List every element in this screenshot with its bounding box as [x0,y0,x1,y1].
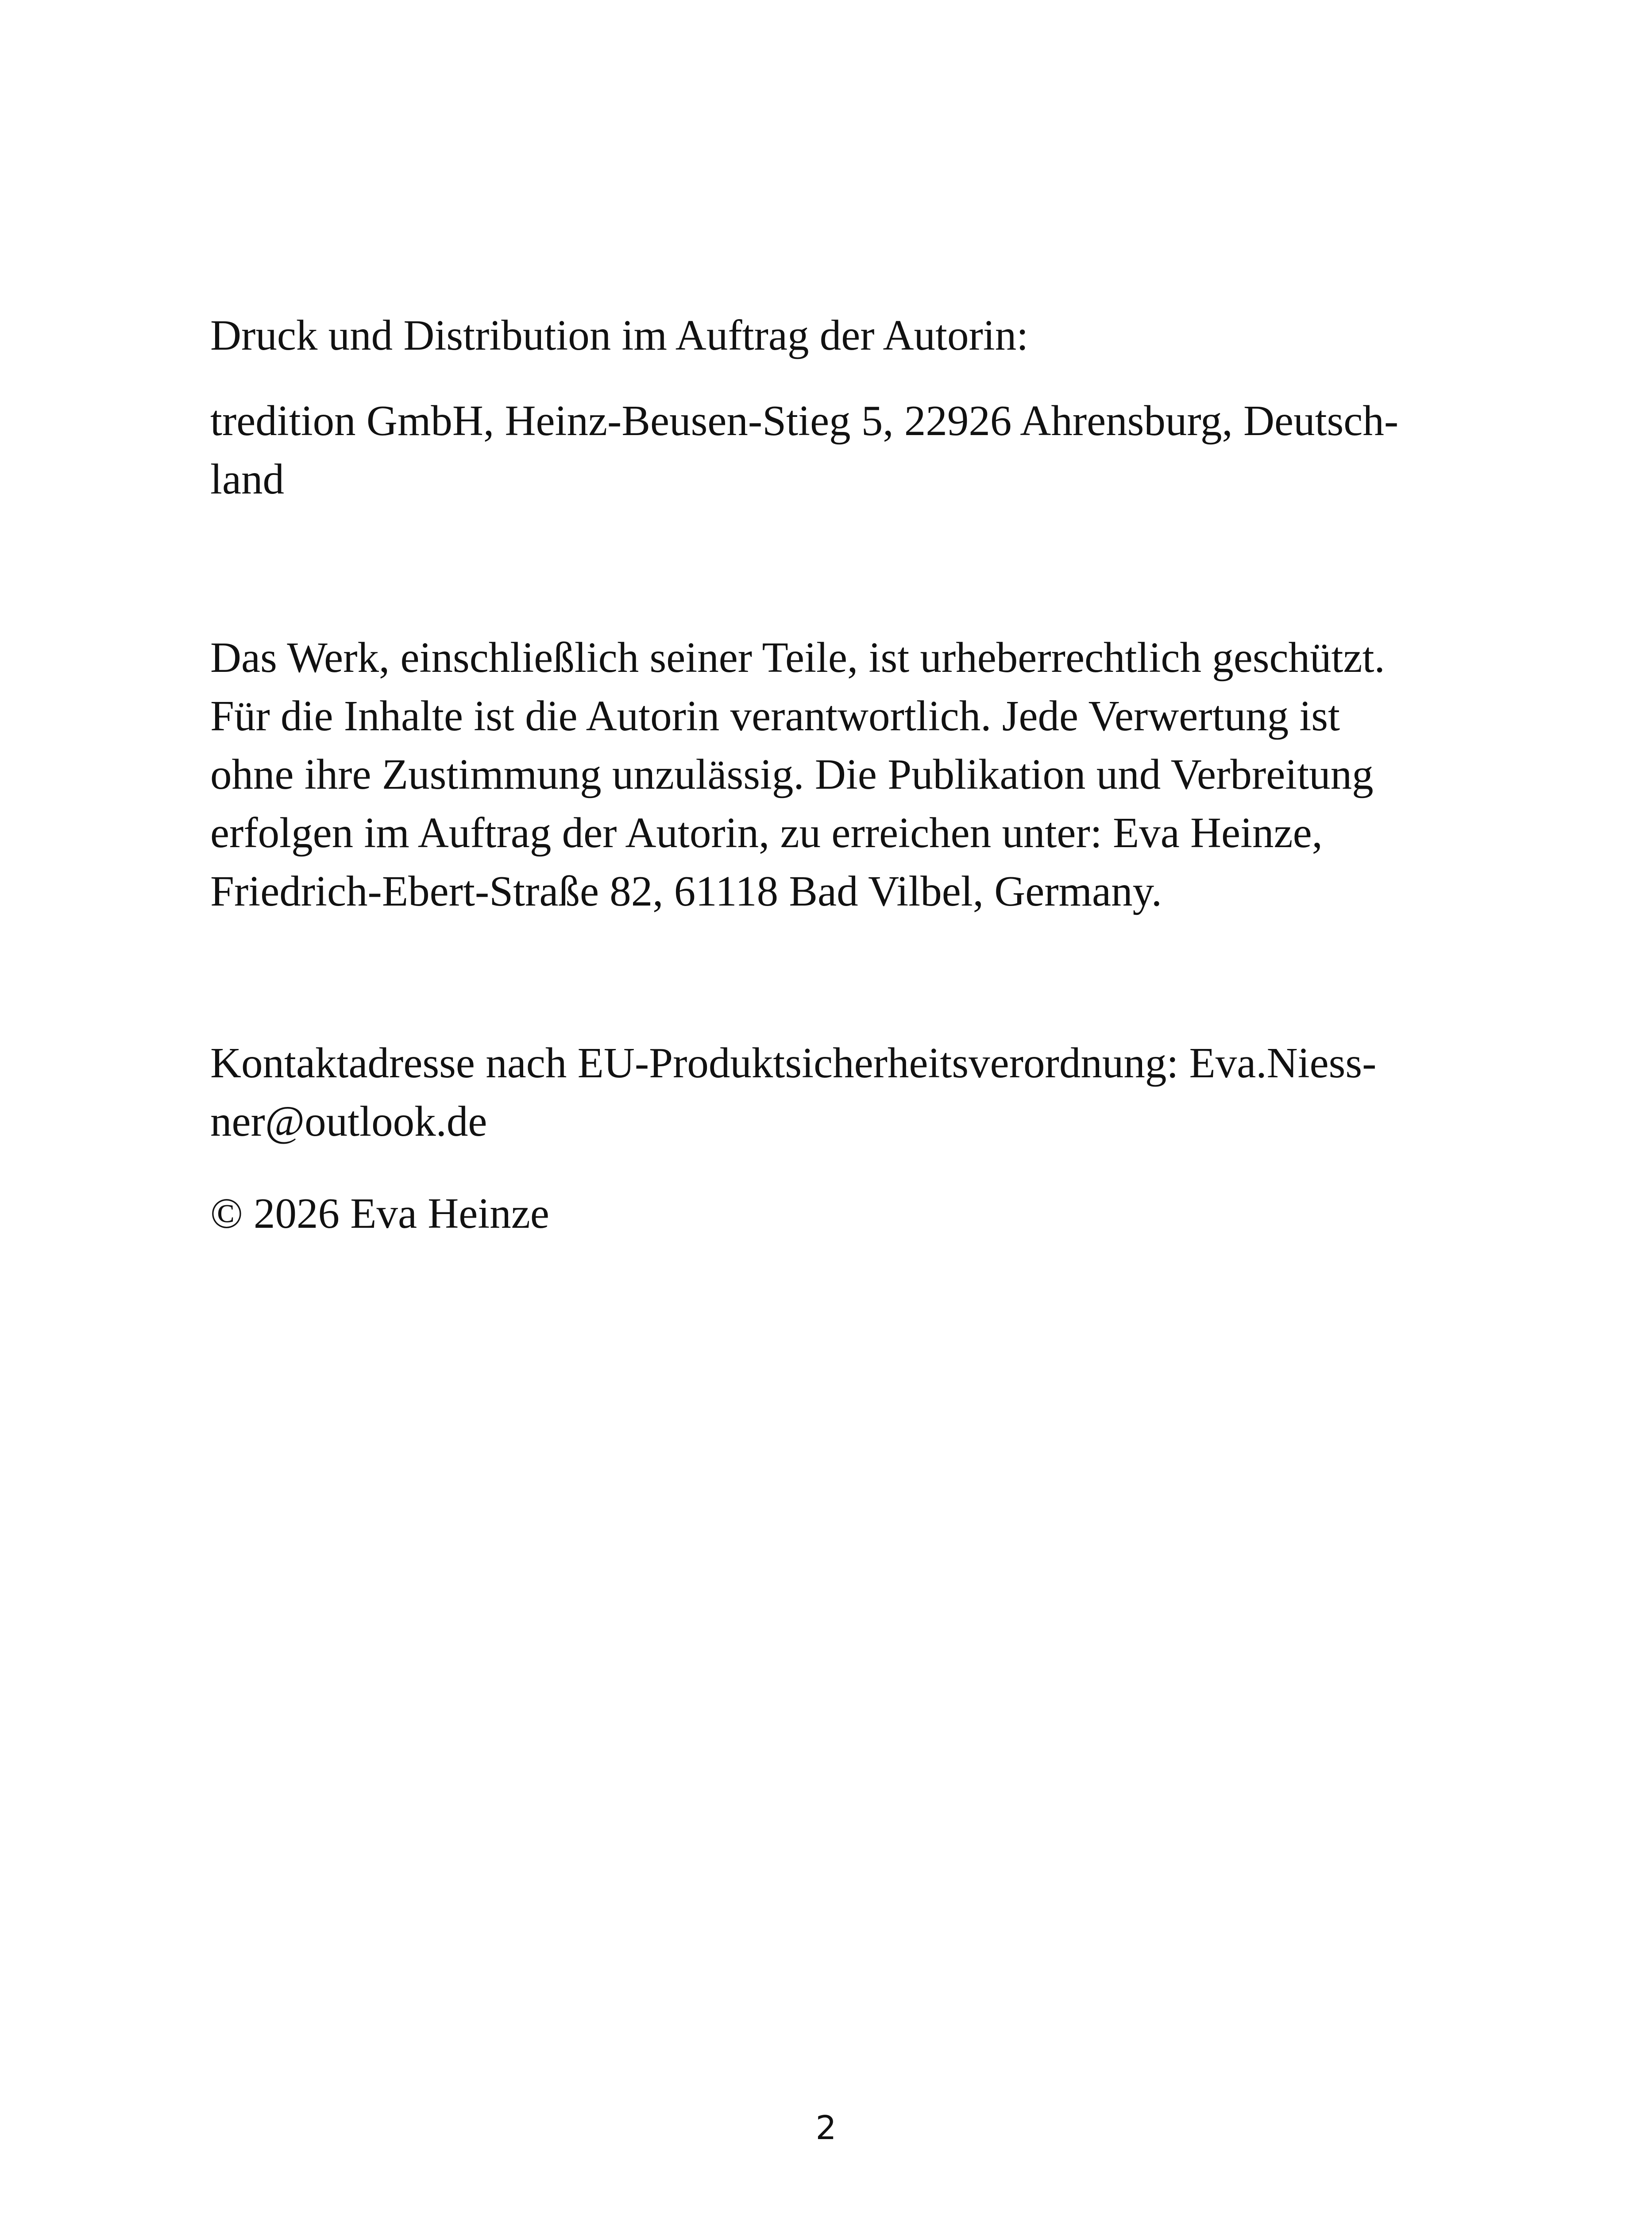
text-line: Druck und Distribution im Auftrag der Autorin: [210,312,1029,359]
print-distribution-label [210,306,1450,365]
copyright-notice-paragraph [210,628,1450,921]
text-line: land [210,455,285,503]
text-line: Für die Inhalte ist die Autorin verantwortlich. Jede Verwertung ist [210,692,1340,740]
text-line: ohne ihre Zustimmung unzulässig. Die Publikation und Verbreitung [210,751,1374,798]
text-line: ner@outlook.de [210,1098,487,1145]
page-number: 2 [815,2109,837,2147]
text-line: Kontaktadresse nach EU-Produktsicherheitsverordnung: Eva.Niess- [210,1039,1377,1087]
text-line: © 2026 Eva Heinze [210,1190,549,1237]
copyright-line [210,1184,1450,1243]
text-line: erfolgen im Auftrag der Autorin, zu erreichen unter: Eva Heinze, [210,809,1323,856]
contact-address [210,1034,1450,1151]
text-line: Friedrich-Ebert-Straße 82, 61118 Bad Vilbel, Germany. [210,867,1162,915]
text-line: tredition GmbH, Heinz-Beusen-Stieg 5, 22926 Ahrensburg, Deutsch- [210,397,1399,444]
printer-address [210,392,1450,509]
text-line: Das Werk, einschließlich seiner Teile, ist urheberrechtlich geschützt. [210,634,1385,681]
